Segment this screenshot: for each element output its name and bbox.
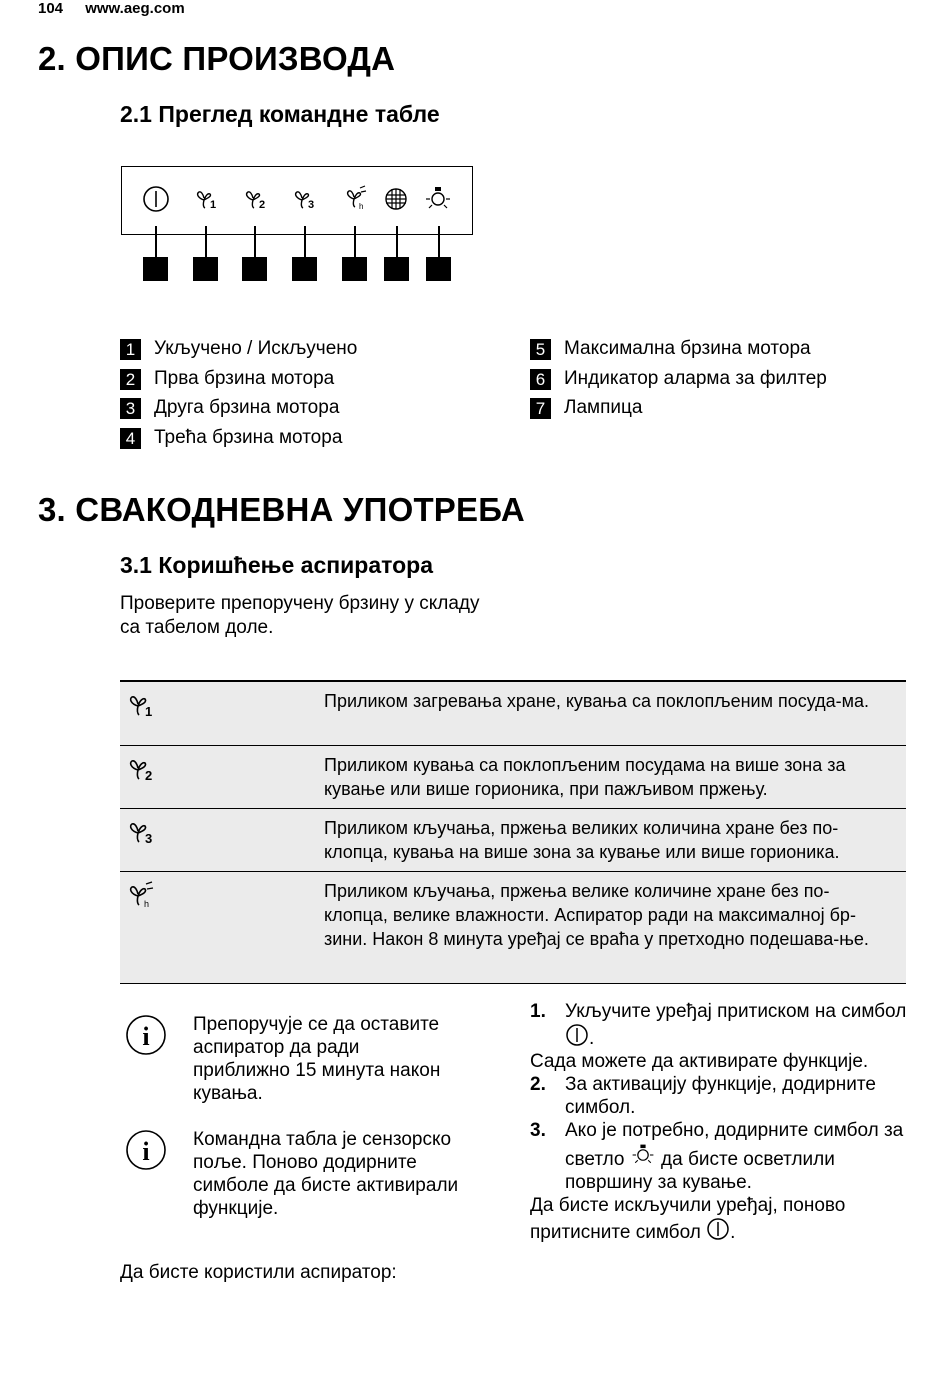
step-text: За активацију функције, додирните симбол. — [565, 1074, 876, 1118]
step-text: Укључите уређај притиском на симбол — [565, 1001, 907, 1022]
legend-number: 7 — [530, 398, 551, 419]
legend-label: Прва брзина мотора — [154, 368, 335, 389]
power-off-instruction — [530, 1194, 910, 1244]
fan-speed-3-icon — [290, 184, 320, 214]
legend-number: 2 — [120, 369, 141, 390]
legend-item — [530, 367, 827, 391]
callout-marker — [342, 257, 367, 281]
leader-line — [396, 226, 398, 258]
legend-label: Лампица — [564, 397, 643, 418]
svg-text:3: 3 — [308, 199, 315, 211]
power-icon — [565, 1023, 589, 1047]
table-cell-text: Приликом кувања са поклопљеним посудама на више зона за кување или више горионика, при пажљивом пржењу. — [324, 755, 846, 799]
step-3 — [530, 1119, 910, 1194]
section-2-1-title: 2.1 Преглед командне табле — [120, 101, 440, 127]
power-icon — [141, 184, 171, 214]
step-number: 2. — [530, 1074, 546, 1095]
legend-label: Индикатор аларма за филтер — [564, 368, 827, 389]
legend-number: 5 — [530, 339, 551, 360]
speed-table — [120, 680, 906, 984]
step-2 — [530, 1073, 910, 1119]
svg-text:1: 1 — [145, 704, 153, 719]
table-row — [120, 872, 906, 984]
fan-speed-2-icon — [241, 184, 271, 214]
svg-text:3: 3 — [145, 831, 153, 846]
legend-item — [530, 396, 642, 420]
leader-line — [254, 226, 256, 258]
usage-steps — [530, 1000, 910, 1244]
table-row — [120, 682, 906, 746]
info-icon — [124, 1013, 168, 1057]
callout-marker — [242, 257, 267, 281]
fan-boost-icon — [340, 184, 370, 214]
legend-item — [120, 426, 342, 450]
table-row — [120, 809, 906, 872]
section-3-1-title: 3.1 Коришћење аспиратора — [120, 552, 433, 578]
callout-marker — [143, 257, 168, 281]
info-note — [120, 1128, 460, 1220]
legend-number: 1 — [120, 339, 141, 360]
fan-speed-3-icon — [126, 817, 160, 847]
leader-line — [205, 226, 207, 258]
svg-text:i: i — [142, 1137, 150, 1166]
filter-alarm-icon — [381, 184, 411, 214]
leader-line — [438, 226, 440, 258]
lamp-icon — [423, 184, 453, 214]
lamp-icon — [630, 1142, 656, 1168]
table-cell-text: Приликом загревања хране, кувања са поклопљеним посуда-ма. — [324, 691, 870, 711]
leader-line — [155, 226, 157, 258]
intro-paragraph: Проверите препоручену брзину у складу са табелом доле. — [120, 593, 480, 638]
svg-text:h: h — [144, 899, 150, 909]
fan-speed-1-icon — [192, 184, 222, 214]
section-2-title: 2. ОПИС ПРОИЗВОДА — [38, 40, 396, 77]
legend-item — [530, 337, 811, 361]
fan-boost-icon — [126, 880, 160, 910]
leader-line — [354, 226, 356, 258]
website-link[interactable]: www.aeg.com — [85, 0, 185, 17]
callout-marker — [292, 257, 317, 281]
step-number: 3. — [530, 1120, 546, 1141]
page-number: 104 — [38, 0, 64, 17]
legend-label: Укључено / Искључено — [154, 338, 358, 359]
note-text: Препоручује се да оставите аспиратор да ради приближно 15 минута након кувања. — [193, 1014, 441, 1104]
leader-line — [304, 226, 306, 258]
punctuation: . — [589, 1028, 595, 1049]
step-1 — [530, 1000, 910, 1050]
section-3-title: 3. СВАКОДНЕВНА УПОТРЕБА — [38, 491, 525, 528]
svg-text:2: 2 — [259, 199, 266, 211]
usage-lead: Да бисте користили аспиратор: — [120, 1262, 397, 1283]
legend-label: Друга брзина мотора — [154, 397, 340, 418]
step-text-cont: да бисте осветлили површину за кување. — [565, 1149, 835, 1193]
svg-text:h: h — [359, 202, 364, 211]
legend-label: Максимална брзина мотора — [564, 338, 811, 359]
legend-item — [120, 367, 334, 391]
svg-text:i: i — [142, 1022, 150, 1051]
svg-text:2: 2 — [145, 768, 153, 783]
legend-label: Трећа брзина мотора — [154, 427, 343, 448]
legend-item — [120, 396, 339, 420]
legend-number: 6 — [530, 369, 551, 390]
callout-marker — [426, 257, 451, 281]
callout-marker — [193, 257, 218, 281]
legend-number: 3 — [120, 398, 141, 419]
power-off-text: Да бисте искључили уређај, поново притисните симбол — [530, 1195, 846, 1243]
power-icon — [706, 1217, 730, 1241]
step-number: 1. — [530, 1001, 546, 1022]
svg-text:1: 1 — [210, 199, 217, 211]
table-cell-text: Приликом кључања, пржења великих количина хране без по-клопца, кувања на више зона за кување или више горионика. — [324, 818, 840, 862]
callout-marker — [384, 257, 409, 281]
punctuation: . — [730, 1222, 736, 1243]
note-text: Командна табла је сензорско поље. Поново додирните симболе да бисте активирали функције. — [193, 1129, 459, 1219]
info-icon — [124, 1128, 168, 1172]
page-header — [38, 0, 203, 17]
step-note: Сада можете да активирате функције. — [530, 1051, 869, 1072]
table-cell-text: Приликом кључања, пржења велике количине хране без по-клопца, велике влажности. Аспиратор ради на максималној бр-зини. Након 8 минута уређај се враћа у претходно подешава-ње. — [324, 881, 869, 949]
fan-speed-2-icon — [126, 754, 160, 784]
table-row — [120, 746, 906, 809]
step-text: Ако је потребно, додирните симбол за светло — [565, 1120, 904, 1170]
legend-number: 4 — [120, 428, 141, 449]
info-note — [120, 1013, 460, 1105]
legend-item — [120, 337, 357, 361]
fan-speed-1-icon — [126, 690, 160, 720]
